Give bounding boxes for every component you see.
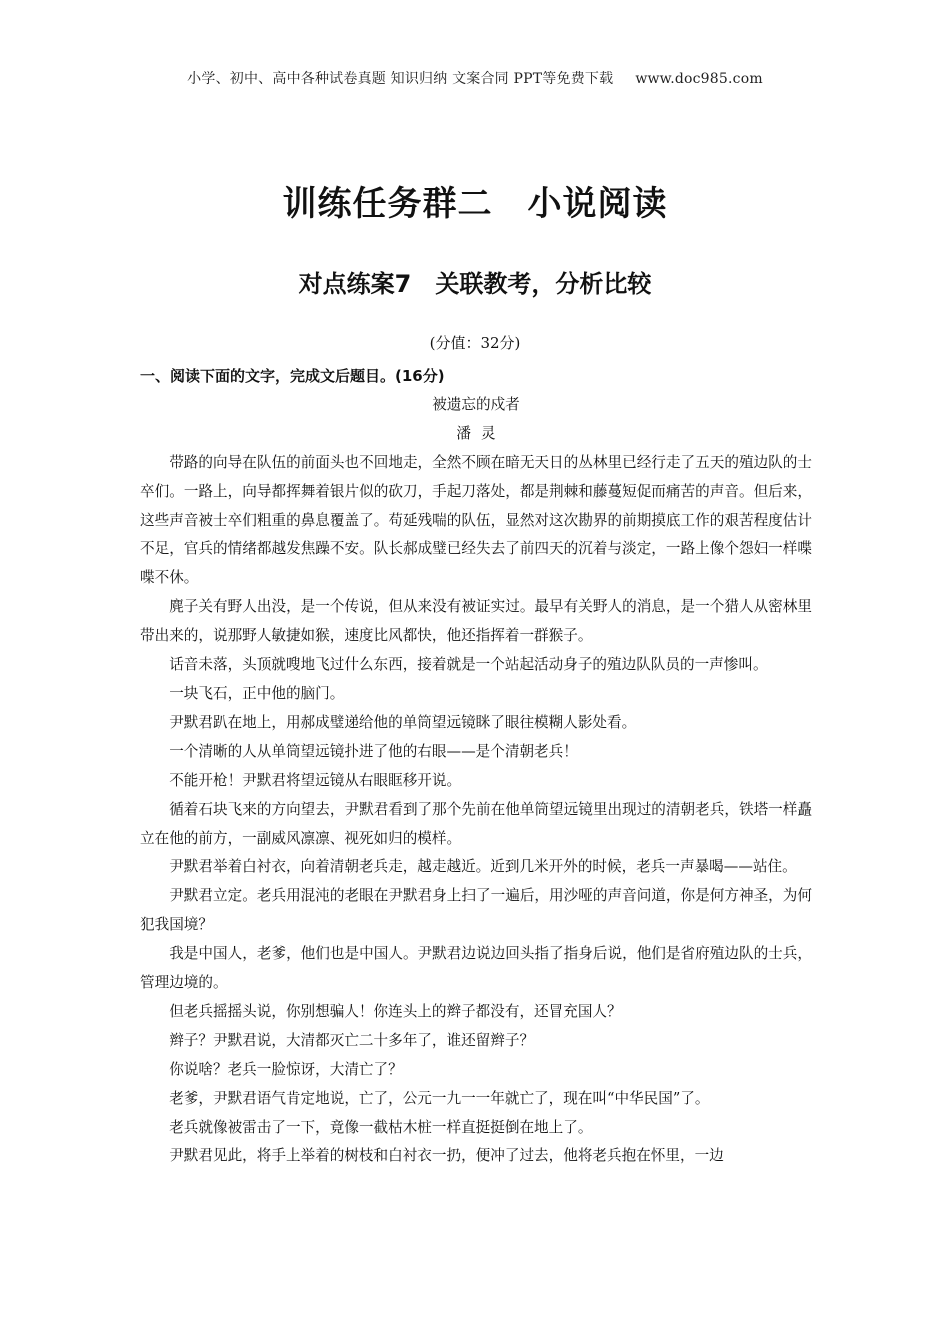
paragraph: 带路的向导在队伍的前面头也不回地走，全然不顾在暗无天日的丛林里已经行走了五天的殖边队的士卒们。一路上，向导都挥舞着银片似的砍刀，手起刀落处，都是荆棘和藤蔓短促而痛苦的声音。但后来，这些声音被士卒们粗重的鼻息覆盖了。苟延残喘的队伍，显然对这次勘界的前期摸底工作的艰苦程度估计不足，官兵的情绪都越发焦躁不安。队长郝成璧已经失去了前四天的沉着与淡定，一路上像个怨妇一样喋喋不休。 xyxy=(140,453,812,587)
paragraph: 我是中国人，老爹，他们也是中国人。尹默君边说边回头指了指身后说，他们是省府殖边队的士兵，管理边境的。 xyxy=(140,945,812,992)
paragraph: 尹默君见此，将手上举着的树枝和白衬衣一扔，便冲了过去，他将老兵抱在怀里，一边 xyxy=(169,1147,724,1165)
document-subtitle: 对点练案7 关联教考，分析比较 xyxy=(298,270,652,298)
paragraph: 尹默君趴在地上，用郝成璧递给他的单筒望远镜眯了眼往模糊人影处看。 xyxy=(169,713,637,731)
paragraph: 话音未落，头顶就嗖地飞过什么东西，接着就是一个站起活动身子的殖边队队员的一声惨叫。 xyxy=(169,656,768,674)
paragraph: 老爹，尹默君语气肯定地说，亡了，公元一九一一年就亡了，现在叫“中华民国”了。 xyxy=(169,1089,710,1107)
paragraph: 循着石块飞来的方向望去，尹默君看到了那个先前在他单筒望远镜里出现过的清朝老兵，铁塔一样矗立在他的前方，一副威风凛凛、视死如归的模样。 xyxy=(140,800,812,847)
paragraph: 尹默君立定。老兵用混沌的老眼在尹默君身上扫了一遍后，用沙哑的声音问道，你是何方神圣，为何犯我国境？ xyxy=(140,887,812,934)
story-author: 潘灵 xyxy=(456,424,506,442)
header-text: 小学、初中、高中各种试卷真题 知识归纳 文案合同 PPT等免费下载 xyxy=(187,71,614,87)
paragraph: 尹默君举着白衬衣，向着清朝老兵走，越走越近。近到几米开外的时候，老兵一声暴喝——站住。 xyxy=(169,858,797,876)
page-header xyxy=(0,68,950,88)
paragraph: 麂子关有野人出没，是一个传说，但从来没有被证实过。最早有关野人的消息，是一个猎人从密林里带出来的，说那野人敏捷如猴，速度比风都快，他还指挥着一群猴子。 xyxy=(140,598,812,645)
document-body xyxy=(140,362,812,1171)
section-heading: 一、阅读下面的文字，完成文后题目。(16分) xyxy=(140,367,445,385)
paragraph: 一块飞石，正中他的脑门。 xyxy=(169,684,345,702)
document-title: 训练任务群二 小说阅读 xyxy=(282,184,668,224)
story-title: 被遗忘的戍者 xyxy=(432,395,520,413)
paragraph: 辫子？尹默君说，大清都灭亡二十多年了，谁还留辫子？ xyxy=(169,1031,535,1049)
paragraph: 你说啥？老兵一脸惊讶，大清亡了？ xyxy=(169,1060,403,1078)
header-url[interactable]: www.doc985.com xyxy=(635,71,763,87)
paragraph: 老兵就像被雷击了一下，竟像一截枯木桩一样直挺挺倒在地上了。 xyxy=(169,1118,593,1136)
paragraph: 一个清晰的人从单筒望远镜扑进了他的右眼——是个清朝老兵！ xyxy=(169,742,578,760)
paragraph: 但老兵摇摇头说，你别想骗人！你连头上的辫子都没有，还冒充国人？ xyxy=(169,1002,622,1020)
score-label: (分值：32分) xyxy=(429,334,521,352)
paragraph: 不能开枪！尹默君将望远镜从右眼眶移开说。 xyxy=(169,771,462,789)
